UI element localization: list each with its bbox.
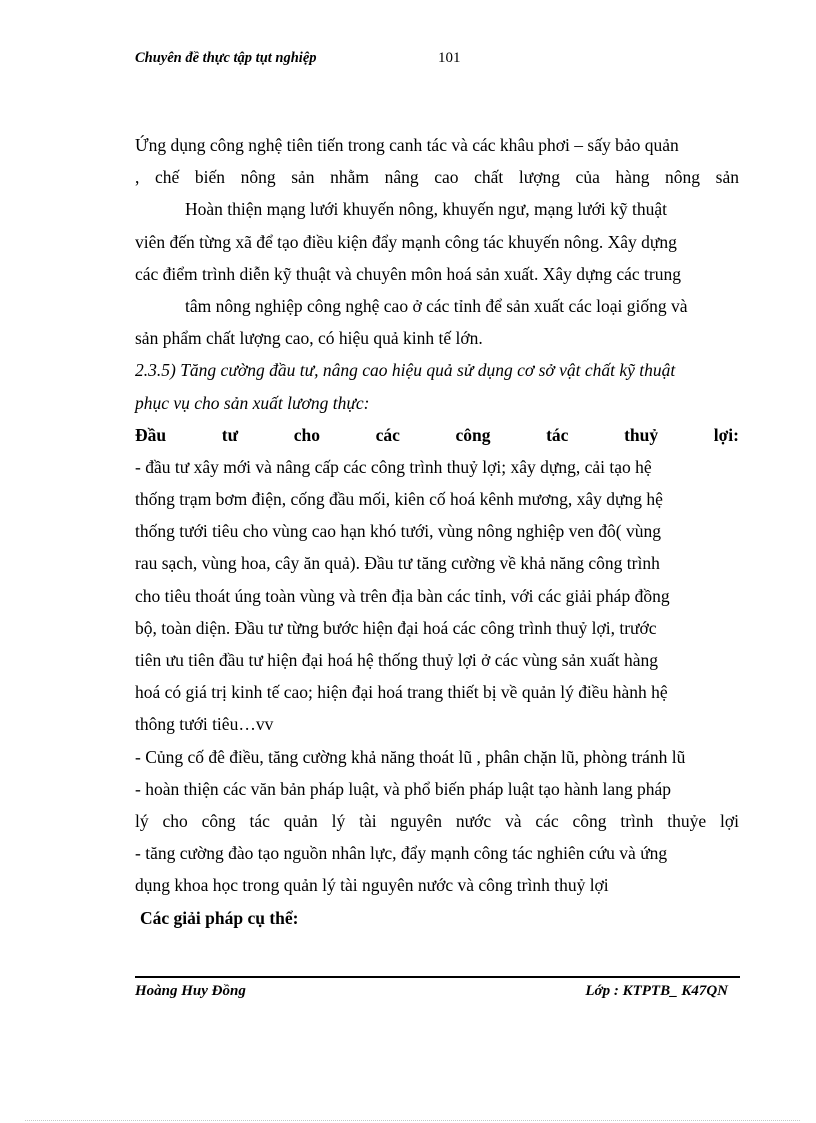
page-header <box>135 50 735 72</box>
body-line: - hoàn thiện các văn bản pháp luật, và phổ biến pháp luật tạo hành lang pháp <box>135 778 672 799</box>
body-line: - đầu tư xây mới và nâng cấp các công trình thuỷ lợi; xây dựng, cải tạo hệ <box>135 456 652 477</box>
body-line: bộ, toàn diện. Đầu tư từng bước hiện đại hoá các công trình thuỷ lợi, trước <box>135 617 657 638</box>
body-line: - tăng cường đào tạo nguồn nhân lực, đẩy mạnh công tác nghiên cứu và ứng <box>135 843 668 864</box>
body-line: viên đến từng xã để tạo điều kiện đẩy mạnh công tác khuyến nông. Xây dựng <box>135 231 677 252</box>
body-line: Hoàn thiện mạng lưới khuyến nông, khuyến ngư, mạng lưới kỹ thuật <box>185 199 667 220</box>
body-line: cho tiêu thoát úng toàn vùng và trên địa bàn các tỉnh, với các giải pháp đồng <box>135 585 670 606</box>
body-line: rau sạch, vùng hoa, cây ăn quả). Đầu tư tăng cường về khả năng công trình <box>135 553 660 574</box>
body-line: Ứng dụng công nghệ tiên tiến trong canh tác và các khâu phơi – sấy bảo quản <box>135 135 679 155</box>
page-footer <box>135 983 740 1007</box>
page-number: 101 <box>438 50 461 66</box>
body-line: thống tưới tiêu cho vùng cao hạn khó tưới, vùng nông nghiệp ven đô( vùng <box>135 521 661 542</box>
body-line: các điểm trình diễn kỹ thuật và chuyên môn hoá sản xuất. Xây dựng các trung <box>135 263 681 284</box>
document-body <box>135 129 739 934</box>
header-title: Chuyên đề thực tập tụt nghiệp <box>135 50 317 66</box>
section-heading: phục vụ cho sản xuất lương thực: <box>135 392 370 413</box>
body-line: sản phẩm chất lượng cao, có hiệu quả kinh tế lớn. <box>135 328 483 349</box>
body-line: tâm nông nghiệp công nghệ cao ở các tỉnh để sản xuất các loại giống và <box>185 295 688 316</box>
page-edge-divider <box>25 1120 800 1121</box>
section-heading: 2.3.5) Tăng cường đầu tư, nâng cao hiệu quả sử dụng cơ sở vật chất kỹ thuật <box>135 360 676 381</box>
body-line: hoá có giá trị kinh tế cao; hiện đại hoá trang thiết bị về quản lý điều hành hệ <box>135 682 668 703</box>
body-line: lý cho công tác quản lý tài nguyên nước và các công trình thuỷe lợi <box>135 810 739 831</box>
footer-author: Hoàng Huy Đồng <box>135 983 246 999</box>
subsection-heading: Các giải pháp cụ thể: <box>140 907 299 928</box>
subsection-heading: Đầu tư cho các công tác thuỷ lợi: <box>135 424 739 445</box>
body-line: dụng khoa học trong quản lý tài nguyên nước và công trình thuỷ lợi <box>135 875 609 896</box>
body-line: tiên ưu tiên đầu tư hiện đại hoá hệ thống thuỷ lợi ở các vùng sản xuất hàng <box>135 650 658 670</box>
body-line: thống trạm bơm điện, cống đầu mối, kiên cố hoá kênh mương, xây dựng hệ <box>135 489 663 510</box>
body-line: thông tưới tiêu…vv <box>135 714 274 735</box>
footer-divider <box>135 976 740 978</box>
body-line: , chế biến nông sản nhằm nâng cao chất lượng của hàng nông sản <box>135 167 739 188</box>
body-line: - Củng cố đê điều, tăng cường khả năng thoát lũ , phân chặn lũ, phòng tránh lũ <box>135 746 686 767</box>
footer-class: Lớp : KTPTB_ K47QN <box>585 983 728 999</box>
